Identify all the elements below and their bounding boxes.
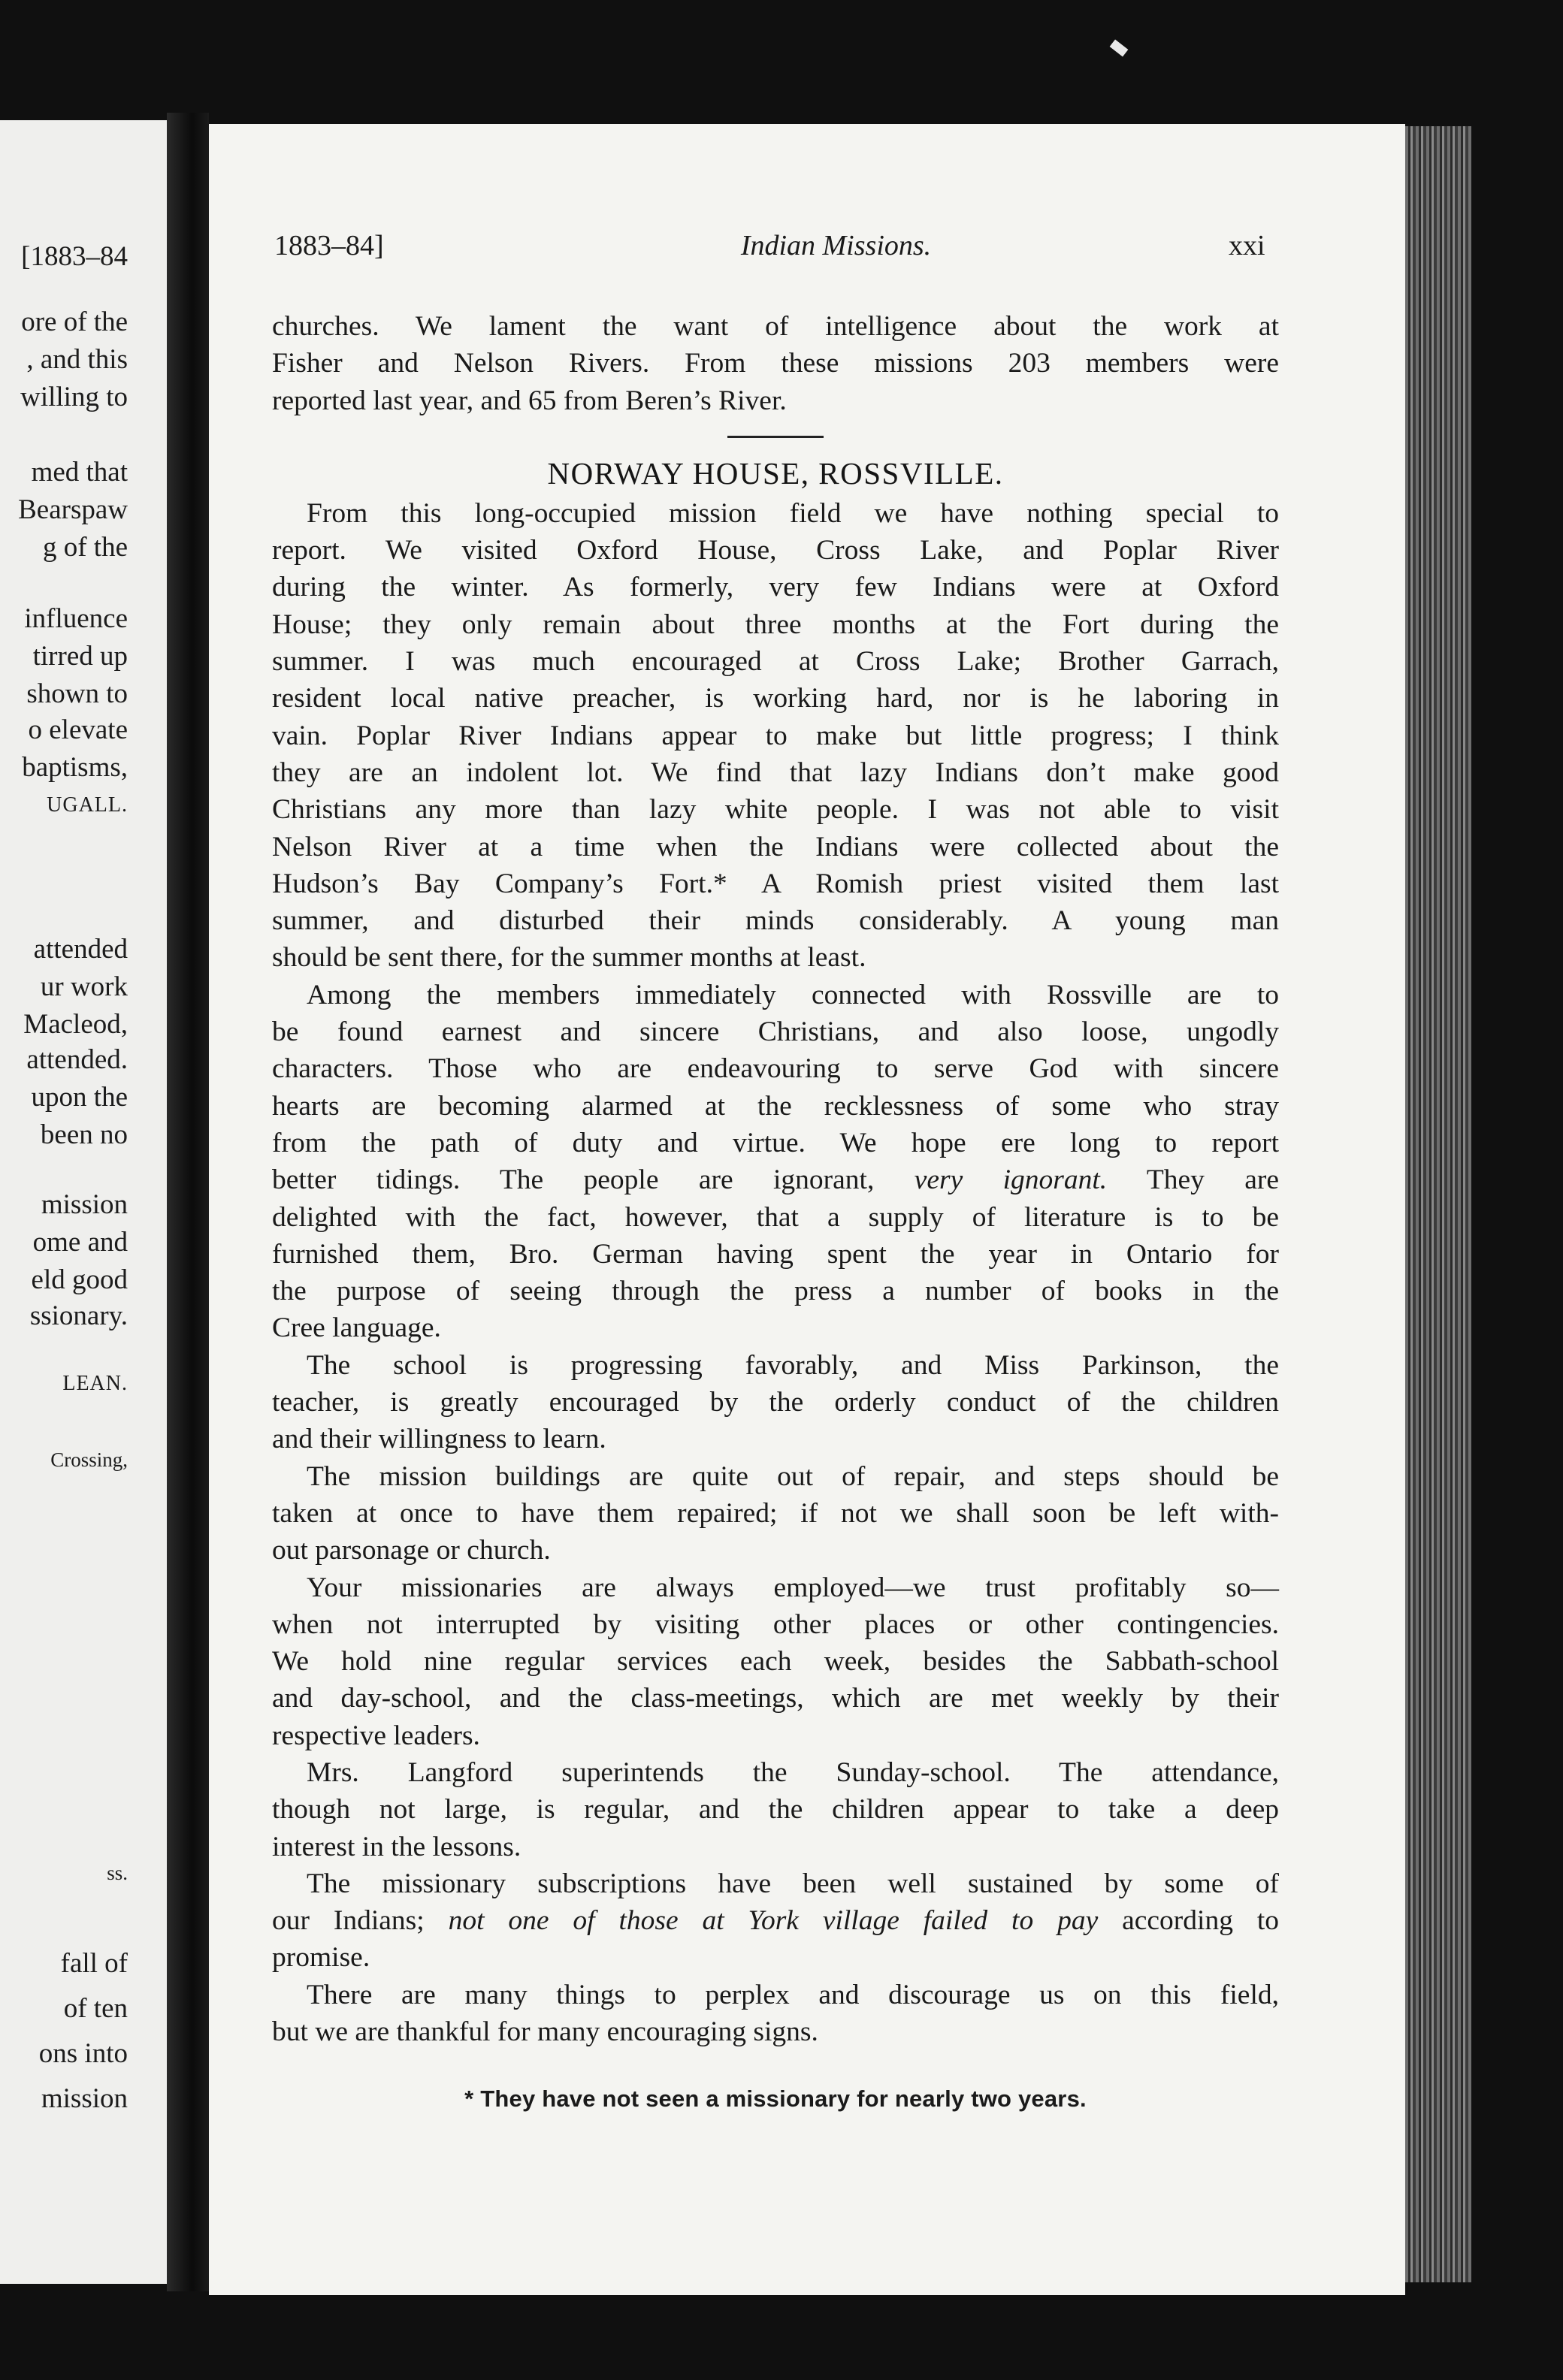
italic-emphasis: very ignorant. <box>914 1164 1108 1196</box>
facing-page-line: willing to <box>20 382 128 412</box>
text-line: Your missionaries are always employed—we trust profitably so— <box>307 1572 1279 1603</box>
text-line: report. We visited Oxford House, Cross Lake, and Poplar River <box>272 535 1279 566</box>
text-line: churches. We lament the want of intelligence about the work at <box>272 311 1279 342</box>
facing-page-line: Crossing, <box>50 1448 128 1471</box>
facing-page-line: ons into <box>38 2038 128 2069</box>
text-line: taken at once to have them repaired; if not we shall soon be left with- <box>272 1497 1279 1529</box>
facing-page-line: eld good <box>31 1264 128 1295</box>
text-line: resident local native preacher, is working hard, nor is he laboring in <box>272 683 1279 714</box>
facing-page-line: g of the <box>42 532 128 563</box>
text-line: The school is progressing favorably, and Miss Parkinson, the <box>307 1349 1279 1381</box>
text-line: vain. Poplar River Indians appear to make but little progress; I think <box>272 720 1279 751</box>
facing-page-line: o elevate <box>28 714 128 745</box>
text-line: and their willingness to learn. <box>272 1424 606 1455</box>
text-line: summer, and disturbed their minds considerably. A young man <box>272 905 1279 937</box>
book-gutter <box>167 113 209 2291</box>
facing-page-line: mission <box>41 2083 128 2114</box>
text-line: reported last year, and 65 from Beren’s River. <box>272 385 787 416</box>
section-heading: NORWAY HOUSE, ROSSVILLE. <box>547 455 1004 491</box>
text-line: summer. I was much encouraged at Cross Lake; Brother Garrach, <box>272 646 1279 678</box>
text-line: Christians any more than lazy white people. I was not able to visit <box>272 794 1279 826</box>
section-rule <box>727 436 824 438</box>
text-line: The missionary subscriptions have been well sustained by some of <box>307 1868 1279 1899</box>
page-number: xxi <box>1229 230 1265 261</box>
facing-page-line: LEAN. <box>62 1372 128 1395</box>
facing-page-line: Bearspaw <box>18 494 128 525</box>
text-line: Hudson’s Bay Company’s Fort.* A Romish priest visited them last <box>272 868 1279 899</box>
facing-page-line: attended <box>33 934 128 965</box>
facing-page-line: influence <box>24 603 128 634</box>
text-line: from the path of duty and virtue. We hope ere long to report <box>272 1127 1279 1158</box>
facing-page-line: ss. <box>107 1862 128 1884</box>
italic-emphasis: not one of those at York village failed to pay <box>448 1905 1099 1937</box>
body-text <box>272 308 1279 2118</box>
facing-page-line: ome and <box>32 1227 128 1258</box>
facing-page-line: fall of <box>60 1948 128 1979</box>
page-edges <box>1405 126 1471 2282</box>
text-line: but we are thankful for many encouraging signs. <box>272 2016 818 2048</box>
facing-page-line: , and this <box>26 344 128 375</box>
text-line: characters. Those who are endeavouring to serve God with sincere <box>272 1053 1279 1085</box>
text-line: Fisher and Nelson Rivers. From these missions 203 members were <box>272 348 1279 379</box>
text-line: delighted with the fact, however, that a supply of literature is to be <box>272 1201 1279 1233</box>
text-line: We hold nine regular services each week, besides the Sabbath-school <box>272 1646 1279 1678</box>
facing-page-line: been no <box>40 1119 128 1150</box>
text-line: when not interrupted by visiting other places or other contingencies. <box>272 1608 1279 1640</box>
text-line: teacher, is greatly encouraged by the orderly conduct of the children <box>272 1387 1279 1418</box>
text-line: There are many things to perplex and discourage us on this field, <box>307 1979 1279 2010</box>
text-line: and day-school, and the class-meetings, which are met weekly by their <box>272 1683 1279 1714</box>
facing-page-line: [1883–84 <box>21 241 128 272</box>
footnote: * They have not seen a missionary for nearly two years. <box>464 2086 1087 2113</box>
text-line: House; they only remain about three months at the Fort during the <box>272 609 1279 640</box>
text-line: furnished them, Bro. German having spent the year in Ontario for <box>272 1238 1279 1270</box>
text-line: respective leaders. <box>272 1720 480 1751</box>
text-line: should be sent there, for the summer months at least. <box>272 942 866 974</box>
text-line: they are an indolent lot. We find that lazy Indians don’t make good <box>272 757 1279 788</box>
facing-page-line: med that <box>31 457 128 488</box>
text-run: our Indians; <box>272 1905 425 1937</box>
facing-page-line: ur work <box>40 971 128 1002</box>
text-run: better tidings. The people are ignorant, <box>272 1164 875 1196</box>
text-line: The mission buildings are quite out of repair, and steps should be <box>307 1460 1279 1492</box>
running-head-title: Indian Missions. <box>740 230 932 261</box>
facing-page-line: baptisms, <box>22 752 128 783</box>
text-line: Nelson River at a time when the Indians were collected about the <box>272 831 1279 862</box>
text-run: They are <box>1146 1164 1280 1196</box>
scan-speck <box>1110 39 1129 56</box>
text-line: during the winter. As formerly, very few Indians were at Oxford <box>272 572 1279 603</box>
text-line: be found earnest and sincere Christians, and also loose, ungodly <box>272 1016 1279 1048</box>
facing-page-line: upon the <box>31 1082 128 1113</box>
text-line: Among the members immediately connected with Rossville are to <box>307 979 1279 1010</box>
text-line <box>272 1902 1279 1939</box>
facing-page-line: UGALL. <box>47 793 128 817</box>
facing-page-line: shown to <box>26 678 128 709</box>
facing-page-line: Macleod, <box>23 1009 128 1040</box>
facing-page-line: tirred up <box>32 641 128 672</box>
running-head-year: 1883–84] <box>274 230 384 261</box>
text-line: Cree language. <box>272 1312 441 1344</box>
text-line: hearts are becoming alarmed at the recklessness of some who stray <box>272 1090 1279 1122</box>
text-line <box>272 1161 1279 1198</box>
text-line: From this long-occupied mission field we have nothing special to <box>307 497 1279 529</box>
text-run: according to <box>1122 1905 1280 1937</box>
text-line: the purpose of seeing through the press a number of books in the <box>272 1276 1279 1307</box>
text-line: out parsonage or church. <box>272 1535 551 1566</box>
text-line: interest in the lessons. <box>272 1831 522 1862</box>
facing-page-line: of ten <box>63 1993 128 2024</box>
text-line: though not large, is regular, and the children appear to take a deep <box>272 1794 1279 1826</box>
facing-page-line: ssionary. <box>29 1300 128 1331</box>
facing-page-line: mission <box>41 1189 128 1220</box>
text-line: Mrs. Langford superintends the Sunday-school. The attendance, <box>307 1756 1279 1788</box>
facing-page-fragment <box>0 120 167 2284</box>
facing-page-line: ore of the <box>21 307 128 337</box>
facing-page-line: attended. <box>26 1044 128 1075</box>
text-line: promise. <box>272 1942 370 1974</box>
